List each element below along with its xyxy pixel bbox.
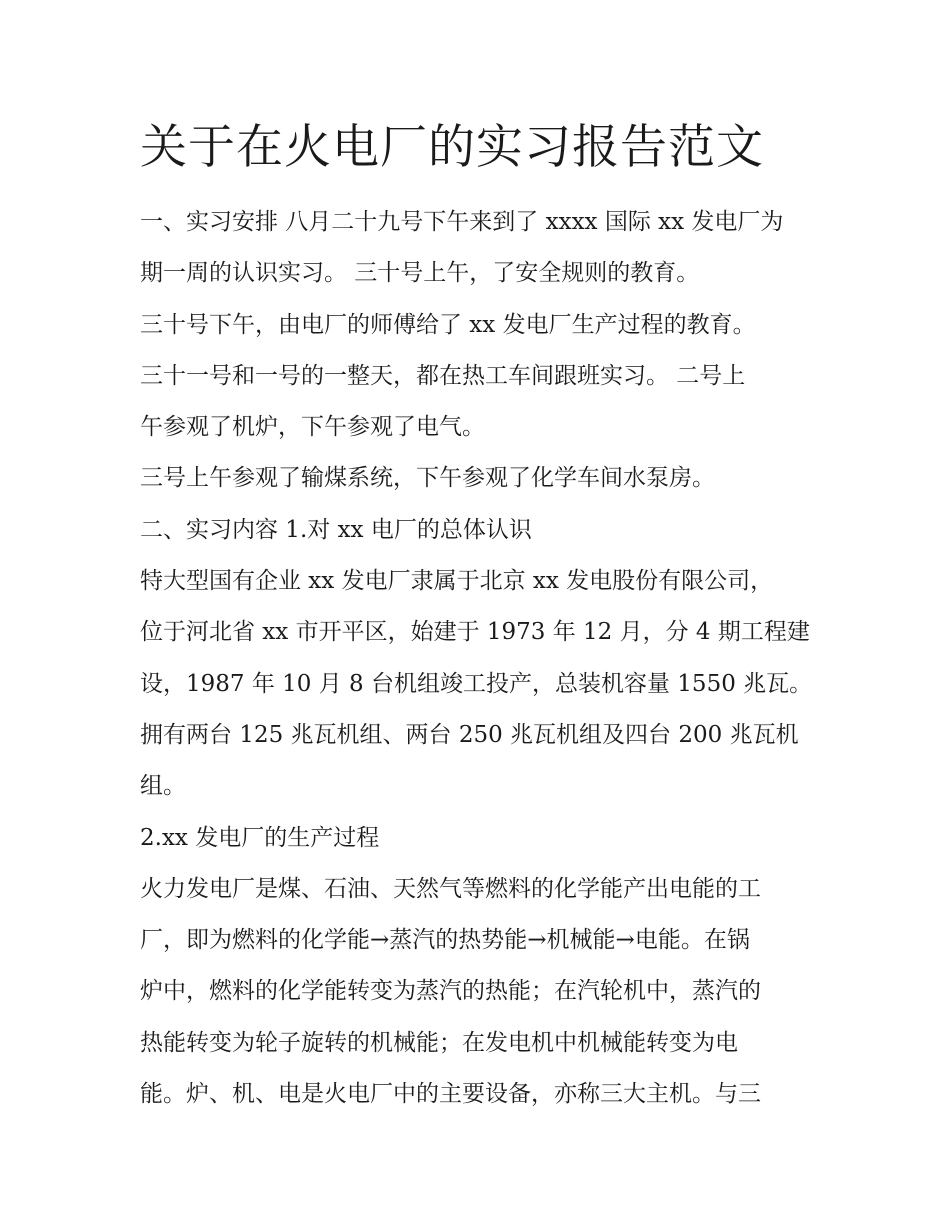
body-line: 厂，即为燃料的化学能→蒸汽的热势能→机械能→电能。在锅	[140, 927, 750, 954]
body-line: 拥有两台 125 兆瓦机组、两台 250 兆瓦机组及四台 200 兆瓦机	[140, 721, 799, 748]
document-title: 关于在火电厂的实习报告范文	[140, 120, 764, 175]
body-line: 炉中，燃料的化学能转变为蒸汽的热能；在汽轮机中，蒸汽的	[140, 978, 761, 1005]
body-line: 三十一号和一号的一整天，都在热工车间跟班实习。 二号上	[140, 362, 746, 389]
body-line: 一、实习安排 八月二十九号下午来到了 xxxx 国际 xx 发电厂为	[140, 209, 784, 235]
body-line: 三号上午参观了输煤系统，下午参观了化学车间水泵房。	[140, 465, 715, 492]
body-line: 特大型国有企业 xx 发电厂隶属于北京 xx 发电股份有限公司，	[140, 568, 774, 595]
body-line: 午参观了机炉，下午参观了电气。	[140, 414, 485, 441]
body-line: 组。	[140, 773, 186, 800]
body-line: 火力发电厂是煤、石油、天然气等燃料的化学能产出电能的工	[140, 875, 761, 902]
body-line: 位于河北省 xx 市开平区，始建于 1973 年 12 月，分 4 期工程建	[140, 619, 810, 646]
body-line: 设，1987 年 10 月 8 台机组竣工投产，总装机容量 1550 兆瓦。	[140, 670, 813, 697]
body-line: 三十号下午，由电厂的师傅给了 xx 发电厂生产过程的教育。	[140, 311, 756, 338]
section-heading: 二、实习内容 1.对 xx 电厂的总体认识	[140, 516, 532, 543]
body-line: 热能转变为轮子旋转的机械能；在发电机中机械能转变为电	[140, 1029, 738, 1056]
document-body	[140, 197, 830, 1120]
body-line: 期一周的认识实习。 三十号上午，了安全规则的教育。	[140, 260, 700, 287]
subsection-heading: 2.xx 发电厂的生产过程	[140, 824, 380, 851]
body-line: 能。炉、机、电是火电厂中的主要设备，亦称三大主机。与三	[140, 1081, 761, 1108]
